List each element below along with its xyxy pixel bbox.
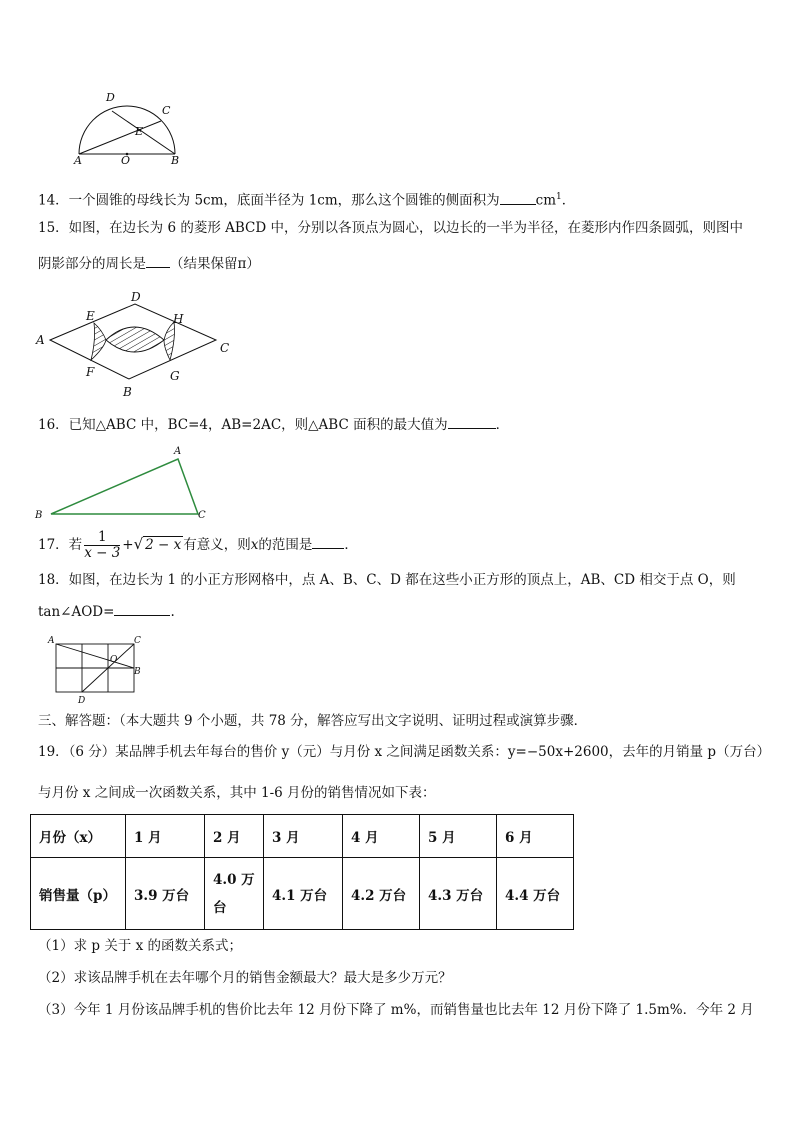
section-3-heading: 三、解答题：（本大题共 9 个小题，共 78 分，解答应写出文字说明、证明过程或演算步骤． [38, 713, 588, 729]
label-O: O [110, 655, 118, 665]
table-cell: 5 月 [420, 815, 497, 858]
table-cell: 月份（x） [31, 815, 126, 858]
label-A: A [174, 446, 182, 457]
table-cell: 4.2 万台 [343, 858, 420, 930]
question-18-line1: 18．如图，在边长为 1 的小正方形网格中，点 A、B、C、D 都在这些小正方形的顶点上，AB、CD 相交于点 O，则 [38, 572, 736, 588]
answer-blank [146, 267, 170, 268]
table-cell: 4.1 万台 [264, 858, 343, 930]
answer-blank [114, 615, 170, 616]
triangle-figure [32, 444, 212, 522]
question-19-line1: 19．（6 分）某品牌手机去年每台的售价 y（元）与月份 x 之间满足函数关系：y=−50x+2600，去年的月销量 p（万台） [38, 744, 771, 760]
label-O: O [121, 154, 131, 167]
label-D: D [78, 696, 86, 706]
table-cell: 1 月 [126, 815, 205, 858]
label-A: A [36, 333, 45, 347]
question-17: 17．若 $\frac{1}{x - 3}$ +√ 2 − x 有意义，则x的范围是 ． [38, 529, 358, 561]
question-19-part1: （1）求 p 关于 x 的函数关系式； [38, 938, 243, 954]
question-19-part2: （2）求该品牌手机在去年哪个月的销售金额最大？最大是多少万元？ [38, 970, 452, 986]
label-A: A [48, 636, 55, 646]
answer-blank [448, 428, 496, 429]
label-C: C [220, 341, 230, 355]
label-C: C [162, 104, 171, 117]
table-cell: 3 月 [264, 815, 343, 858]
label-D: D [106, 91, 115, 104]
question-19-line2: 与月份 x 之间成一次函数关系，其中 1-6 月份的销售情况如下表： [38, 785, 436, 801]
answer-blank [500, 204, 536, 205]
label-F: F [86, 365, 95, 379]
label-G: G [170, 369, 180, 383]
sqrt-symbol: √ [133, 535, 144, 553]
table-row [31, 815, 574, 858]
label-C: C [198, 510, 206, 521]
question-16: 16．已知△ABC 中，BC=4，AB=2AC，则△ABC 面积的最大值为 ． [38, 417, 510, 433]
semicircle-figure [66, 85, 191, 167]
label-B: B [171, 154, 180, 167]
label-D: D [131, 290, 141, 304]
rhombus-figure [34, 288, 239, 400]
question-18-line2: tan∠AOD= . [38, 604, 175, 620]
table-cell: 4 月 [343, 815, 420, 858]
table-cell: 4.4 万台 [497, 858, 574, 930]
fraction: $\frac{1}{x - 3}$ [84, 529, 121, 561]
label-E: E [86, 309, 95, 323]
table-cell: 销售量（p） [31, 858, 126, 930]
table-cell: 4.0 万台 [205, 858, 264, 930]
label-H: H [173, 312, 184, 326]
label-C: C [134, 636, 141, 646]
table-cell: 2 月 [205, 815, 264, 858]
table-cell: 4.3 万台 [420, 858, 497, 930]
label-B: B [35, 510, 43, 521]
question-14: 14．一个圆锥的母线长为 5cm，底面半径为 1cm，那么这个圆锥的侧面积为 $cm^1$． [38, 192, 576, 209]
label-B: B [123, 385, 132, 399]
question-15-line2: 阴影部分的周长是 （结果保留π） [38, 256, 260, 272]
table-cell: 3.9 万台 [126, 858, 205, 930]
table-row [31, 858, 574, 930]
answer-blank [312, 548, 344, 549]
table-cell: 6 月 [497, 815, 574, 858]
question-19-part3: （3）今年 1 月份该品牌手机的售价比去年 12 月份下降了 m%，而销售量也比去年 12 月份下降了 1.5m%．今年 2 月 [38, 1002, 754, 1018]
question-15-line1: 15．如图，在边长为 6 的菱形 ABCD 中，分别以各顶点为圆心，以边长的一半为半径，在菱形内作四条圆弧，则图中 [38, 220, 744, 236]
label-A: A [74, 154, 82, 167]
label-E: E [135, 125, 144, 138]
label-B: B [134, 667, 141, 677]
sales-table [30, 814, 574, 930]
grid-figure [42, 634, 152, 706]
